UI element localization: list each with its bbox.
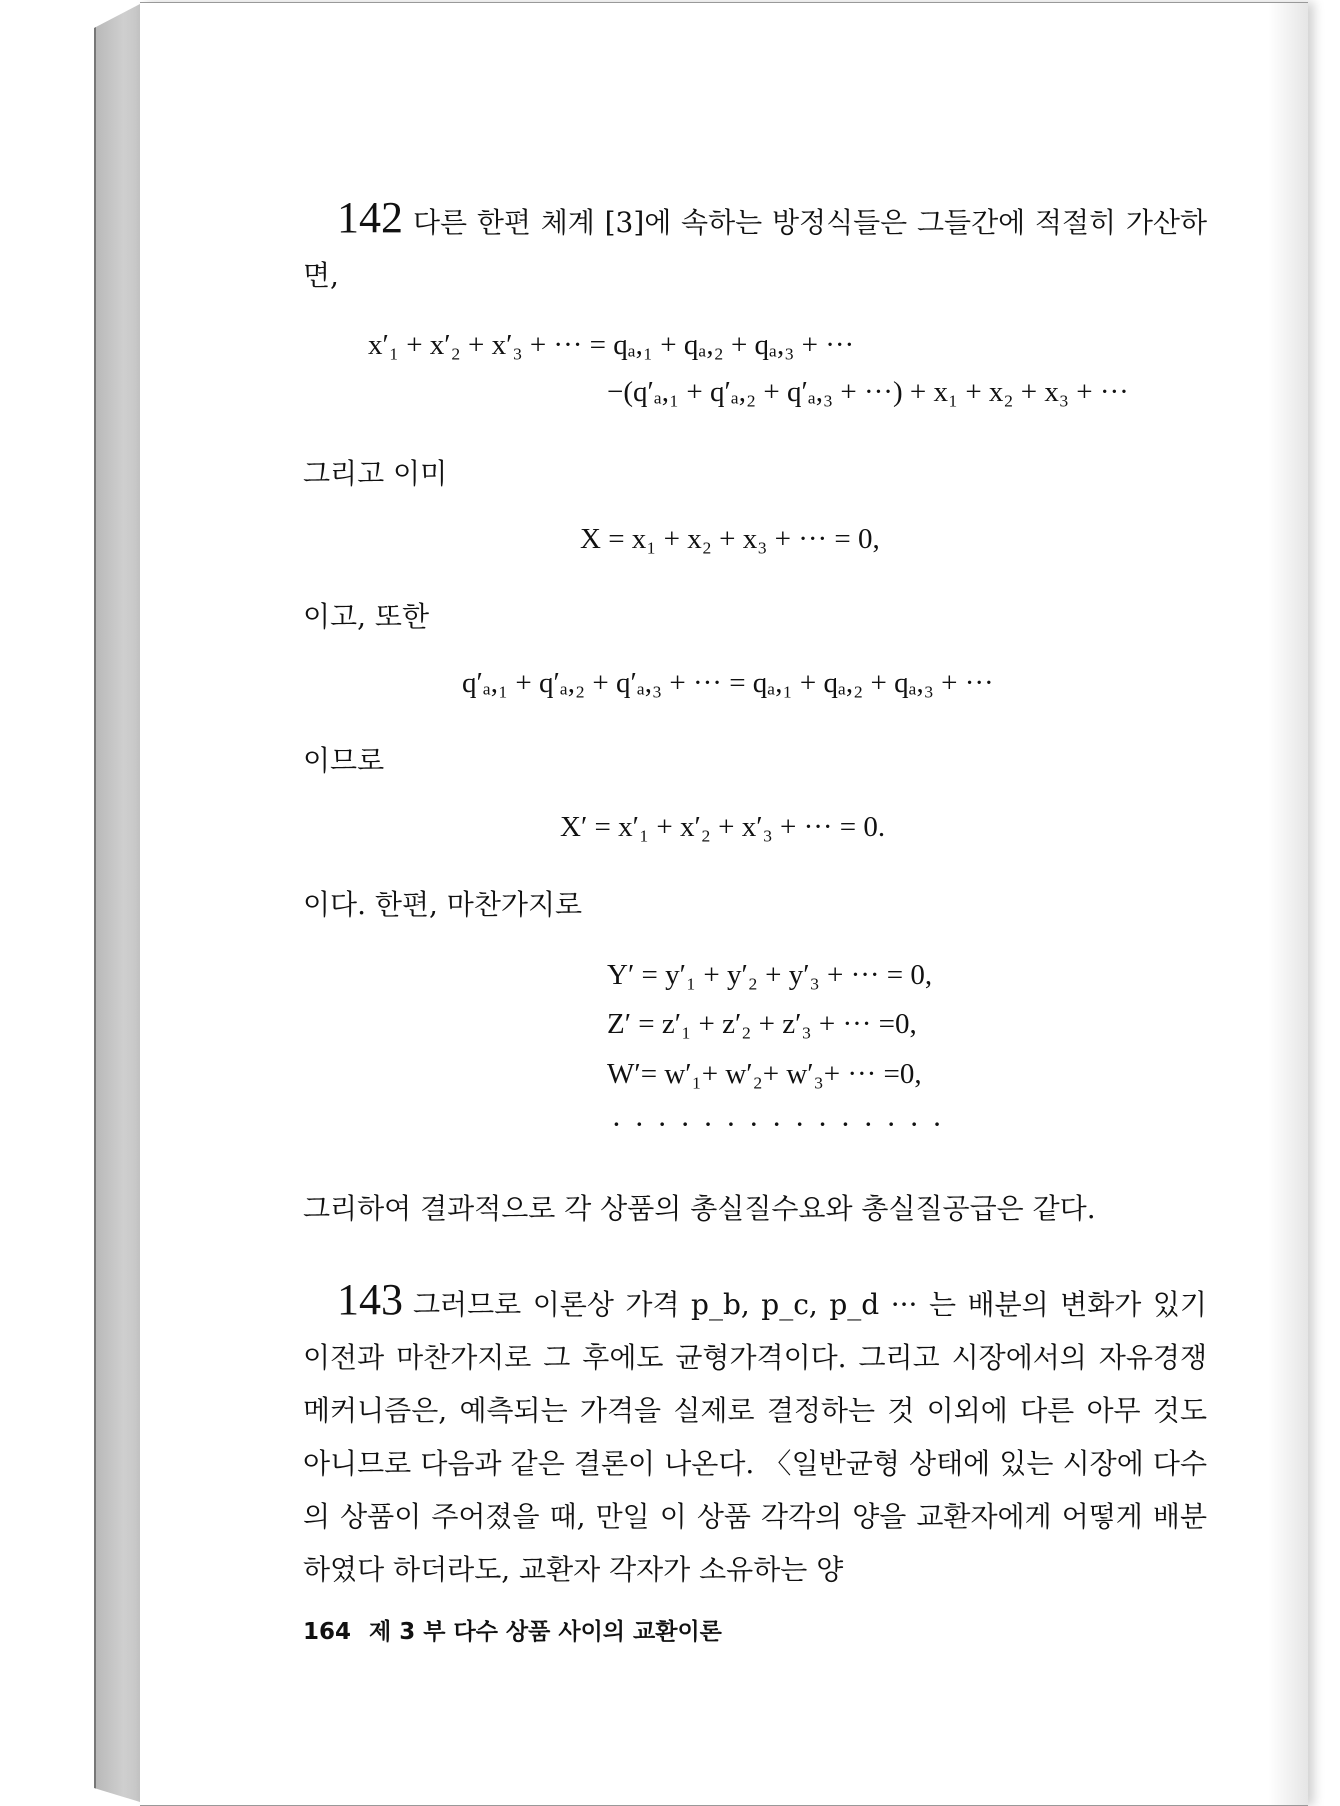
page-number: 164 bbox=[303, 1619, 352, 1645]
equation-continuation-dots: ··············· bbox=[612, 1108, 956, 1141]
equation-sum-line-2: −(q′ₐ,₁ + q′ₐ,₂ + q′ₐ,₃ + ···) + x₁ + x₂ + x₃ + ··· bbox=[607, 376, 1129, 408]
text-also: 이고, 또한 bbox=[303, 600, 429, 633]
section-142-text: 다른 한편 체계 [3]에 속하는 방정식들은 그들간에 적절히 가산하면, bbox=[303, 206, 1207, 292]
page-footer bbox=[303, 1613, 722, 1646]
equation-X-prime: X′ = x′₁ + x′₂ + x′₃ + ··· = 0. bbox=[560, 811, 886, 843]
equation-sum-line-1: x′₁ + x′₂ + x′₃ + ··· = qₐ,₁ + qₐ,₂ + qₐ,₃ + ··· bbox=[368, 329, 855, 361]
equation-q-prime: q′ₐ,₁ + q′ₐ,₂ + q′ₐ,₃ + ··· = qₐ,₁ + qₐ,₂ + qₐ,₃ + ··· bbox=[462, 667, 994, 699]
page-edge-shadow bbox=[1268, 3, 1308, 1805]
book-page bbox=[140, 2, 1308, 1806]
text-therefore: 이므로 bbox=[303, 744, 385, 777]
conclusion-text: 그리하여 결과적으로 각 상품의 총실질수요와 총실질공급은 같다. bbox=[303, 1192, 1096, 1225]
equation-X: X = x₁ + x₂ + x₃ + ··· = 0, bbox=[580, 523, 880, 555]
equation-Y-prime: Y′ = y′₁ + y′₂ + y′₃ + ··· = 0, bbox=[607, 959, 933, 991]
section-number-143: 143 bbox=[337, 1275, 403, 1324]
section-143-paragraph bbox=[303, 1273, 1207, 1596]
book-spine bbox=[94, 4, 142, 1802]
section-143-text: 그러므로 이론상 가격 p_b, p_c, p_d ··· 는 배분의 변화가 있기 이전과 마찬가지로 그 후에도 균형가격이다. 그리고 시장에서의 자유경쟁 메커니즘은, 예측되는 가격을 실제로 결정하는 것 이외에 다른 아무 것도 아니므로 다음과 같은 결론이 나온다. 〈일반균형 상태에 있는 시장에 다수의 상품이 주어졌을 때, 만일 이 상품 각각의 양을 교환자에게 어떻게 배분하였다 하더라도, 교환자 각자가 소유하는 양 bbox=[303, 1288, 1207, 1586]
text-likewise: 이다. 한편, 마찬가지로 bbox=[303, 888, 583, 921]
equation-Z-prime: Z′ = z′₁ + z′₂ + z′₃ + ··· =0, bbox=[607, 1008, 917, 1040]
section-142-paragraph bbox=[303, 191, 1207, 302]
text-already: 그리고 이미 bbox=[303, 457, 448, 490]
running-title: 제 3 부 다수 상품 사이의 교환이론 bbox=[369, 1619, 722, 1645]
equation-W-prime: W′= w′₁+ w′₂+ w′₃+ ··· =0, bbox=[607, 1058, 922, 1090]
section-number-142: 142 bbox=[337, 193, 403, 242]
